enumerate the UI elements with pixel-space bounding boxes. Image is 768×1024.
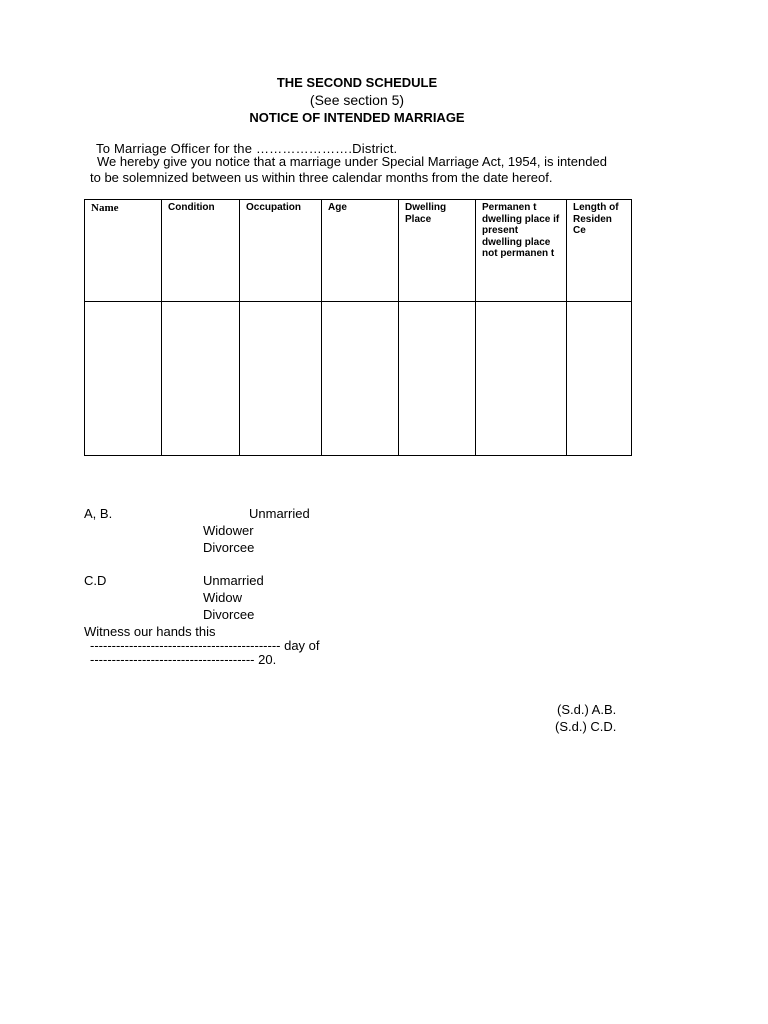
table-row [85, 302, 632, 456]
party-ab-condition-widower: Widower [203, 523, 254, 538]
party-cd-condition-unmarried: Unmarried [203, 573, 264, 588]
table-cell [85, 302, 162, 456]
table-cell [240, 302, 322, 456]
witness-day-line: -------------------------------------------- day of [90, 638, 320, 653]
table-cell [162, 302, 240, 456]
witness-year-line: -------------------------------------- 20. [90, 652, 277, 667]
signature-cd: (S.d.) C.D. [555, 719, 617, 734]
table-header-row [85, 200, 632, 302]
party-ab-label: A, B. [84, 506, 113, 521]
column-header-dwelling-place: Dwelling Place [399, 200, 476, 302]
section-reference: (See section 5) [309, 92, 405, 108]
witness-statement: Witness our hands this [84, 624, 216, 639]
signature-ab: (S.d.) A.B. [557, 702, 617, 717]
party-ab-condition-divorcee: Divorcee [203, 540, 255, 555]
column-header-permanent-dwelling-place: Permanen t dwelling place if present dwelling place not permanen t [476, 200, 567, 302]
column-header-condition: Condition [162, 200, 240, 302]
table-cell [476, 302, 567, 456]
column-header-length-of-residence: Length of Residen Ce [567, 200, 632, 302]
addressee-line: To Marriage Officer for the ………………….District. [96, 141, 398, 156]
table-cell [322, 302, 399, 456]
column-header-name: Name [85, 200, 162, 302]
notice-title: NOTICE OF INTENDED MARRIAGE [249, 110, 465, 125]
notice-text-line-1: We hereby give you notice that a marriage under Special Marriage Act, 1954, is intended [97, 154, 607, 169]
particulars-table [84, 199, 632, 456]
column-header-age: Age [322, 200, 399, 302]
notice-text-line-2: to be solemnized between us within three calendar months from the date hereof. [90, 170, 553, 185]
party-cd-condition-widow: Widow [203, 590, 243, 605]
schedule-title: THE SECOND SCHEDULE [276, 75, 438, 90]
table-cell [399, 302, 476, 456]
party-cd-condition-divorcee: Divorcee [203, 607, 255, 622]
table-cell [567, 302, 632, 456]
party-ab-condition-unmarried: Unmarried [249, 506, 310, 521]
party-cd-label: C.D [84, 573, 107, 588]
column-header-occupation: Occupation [240, 200, 322, 302]
